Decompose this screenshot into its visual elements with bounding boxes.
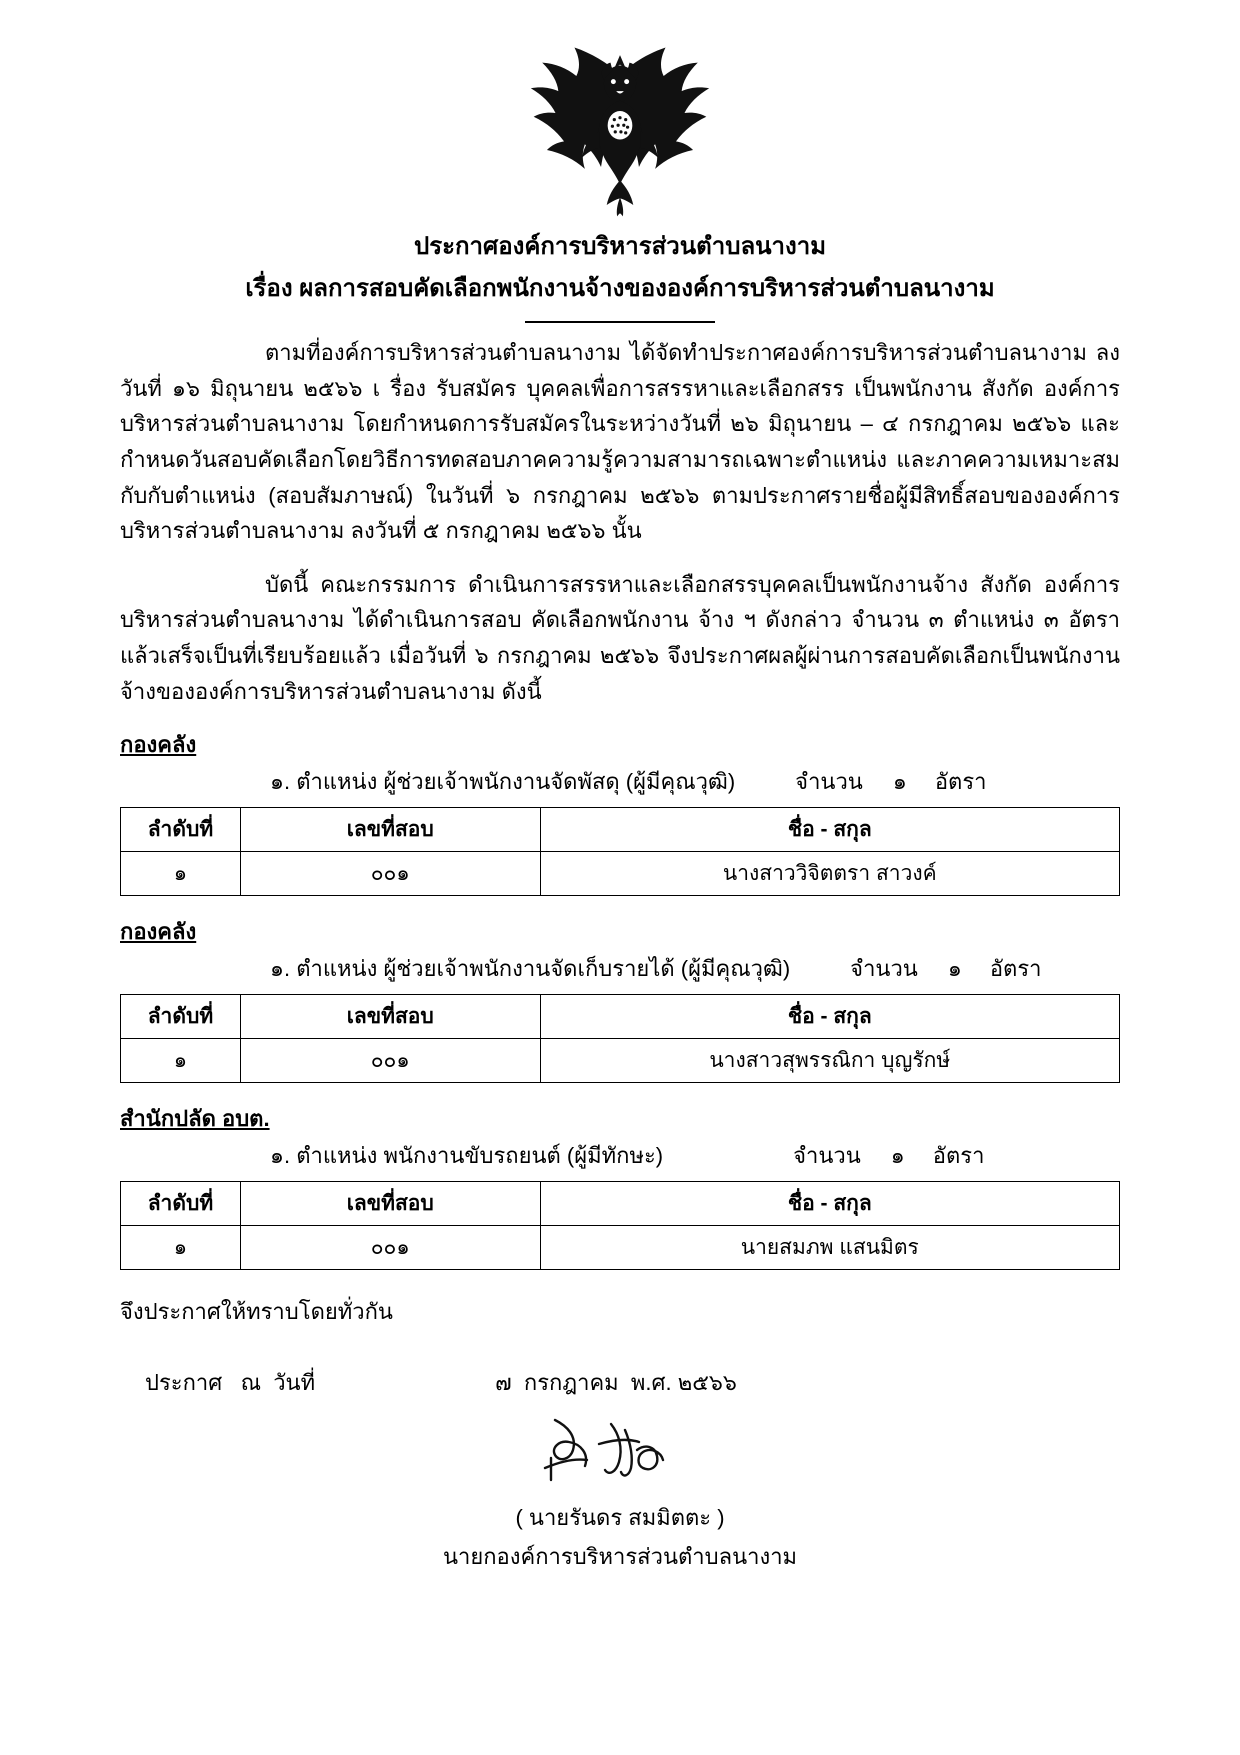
column-header-exam-no: เลขที่สอบ: [240, 1182, 540, 1226]
page-subtitle: เรื่อง ผลการสอบคัดเลือกพนักงานจ้างขององค์การบริหารส่วนตำบลนางาม: [245, 275, 995, 302]
position-line-3: [120, 1138, 1120, 1173]
position-no-3: ๑.: [270, 1143, 291, 1169]
amount-value-3: ๑: [890, 1143, 905, 1169]
column-header-name: ชื่อ - สกุล: [540, 808, 1119, 852]
table-header-row: [121, 995, 1120, 1039]
cell-order: ๑: [121, 852, 241, 896]
garuda-emblem: [525, 38, 715, 223]
cell-name: นายสมภพ แสนมิตร: [540, 1226, 1119, 1270]
page-title: ประกาศองค์การบริหารส่วนตำบลนางาม: [413, 233, 827, 260]
announce-label: ประกาศ ณ วันที่: [145, 1370, 316, 1396]
section-heading-3: สำนักปลัด อบต.: [120, 1106, 270, 1132]
position-label-3: ตำแหน่ง: [296, 1143, 378, 1169]
position-name-1: ผู้ช่วยเจ้าพนักงานจัดพัสดุ (ผู้มีคุณวุฒิ): [383, 769, 736, 795]
closing-note: จึงประกาศให้ทราบโดยทั่วกัน: [120, 1299, 393, 1325]
table-row: [121, 1039, 1120, 1083]
position-name-3: พนักงานขับรถยนต์ (ผู้มีทักษะ): [383, 1143, 664, 1169]
column-header-name: ชื่อ - สกุล: [540, 1182, 1119, 1226]
cell-exam-no: ๐๐๑: [240, 1039, 540, 1083]
amount-label-2: จำนวน: [850, 956, 918, 982]
announcement-date-line: [120, 1365, 1120, 1400]
amount-unit-2: อัตรา: [989, 956, 1042, 982]
cell-name: นางสาววิจิตตรา สาวงค์: [540, 852, 1119, 896]
emblem-container: [120, 38, 1120, 223]
announce-date: ๗ กรกฎาคม พ.ศ. ๒๕๖๖: [495, 1370, 737, 1396]
paragraph-2: [120, 567, 1120, 710]
signature-position: นายกองค์การบริหารส่วนตำบลนางาม: [442, 1544, 798, 1570]
position-no-1: ๑.: [270, 769, 291, 795]
results-table-2: [120, 994, 1120, 1083]
results-table-3: [120, 1181, 1120, 1270]
amount-value-2: ๑: [947, 956, 962, 982]
signature-icon: [515, 1410, 725, 1496]
column-header-exam-no: เลขที่สอบ: [240, 808, 540, 852]
cell-name: นางสาวสุพรรณิกา บุญรักษ์: [540, 1039, 1119, 1083]
amount-unit-3: อัตรา: [932, 1143, 985, 1169]
column-header-order: ลำดับที่: [121, 1182, 241, 1226]
results-table-1: [120, 807, 1120, 896]
table-header-row: [121, 1182, 1120, 1226]
section-heading-1: กองคลัง: [120, 732, 197, 758]
cell-order: ๑: [121, 1226, 241, 1270]
section-heading-2: กองคลัง: [120, 919, 197, 945]
amount-unit-1: อัตรา: [934, 769, 987, 795]
cell-exam-no: ๐๐๑: [240, 852, 540, 896]
table-header-row: [121, 808, 1120, 852]
column-header-exam-no: เลขที่สอบ: [240, 995, 540, 1039]
paragraph-1-text: ตามที่องค์การบริหารส่วนตำบลนางาม ได้จัดทำประกาศองค์การบริหารส่วนตำบลนางาม ลงวันที่ ๑๖ มิถุนายน ๒๕๖๖ เ รื่อง รับสมัคร บุคคลเพื่อการสรรหาและเลือกสรร เป็นพนักงาน สังกัด องค์การบริหารส่วนตำบลนางาม โดยกำหนดการรับสมัครในระหว่างวันที่ ๒๖ มิถุนายน – ๔ กรกฎาคม ๒๕๖๖ และกำหนดวันสอบคัดเลือกโดยวิธีการทดสอบภาคความรู้ความสามารถเฉพาะตำแหน่ง และภาคความเหมาะสมกับกับตำแหน่ง (สอบสัมภาษณ์) ในวันที่ ๖ กรกฎาคม ๒๕๖๖ ตามประกาศรายชื่อผู้มีสิทธิ์สอบขององค์การบริหารส่วนตำบลนางาม ลงวันที่ ๕ กรกฎาคม ๒๕๖๖ นั้น: [120, 340, 1120, 544]
title-block: [120, 229, 1120, 307]
divider: [120, 321, 1120, 323]
column-header-order: ลำดับที่: [121, 995, 241, 1039]
position-name-2: ผู้ช่วยเจ้าพนักงานจัดเก็บรายได้ (ผู้มีคุณวุฒิ): [383, 956, 791, 982]
table-row: [121, 852, 1120, 896]
paragraph-1: [120, 335, 1120, 549]
signature-name: ( นายรันดร สมมิตตะ ): [515, 1505, 725, 1531]
position-line-1: [120, 764, 1120, 799]
amount-label-3: จำนวน: [793, 1143, 861, 1169]
table-row: [121, 1226, 1120, 1270]
position-label-2: ตำแหน่ง: [296, 956, 378, 982]
column-header-order: ลำดับที่: [121, 808, 241, 852]
cell-order: ๑: [121, 1039, 241, 1083]
amount-value-1: ๑: [892, 769, 907, 795]
position-no-2: ๑.: [270, 956, 291, 982]
cell-exam-no: ๐๐๑: [240, 1226, 540, 1270]
paragraph-2-text: บัดนี้ คณะกรรมการ ดำเนินการสรรหาและเลือกสรรบุคคลเป็นพนักงานจ้าง สังกัด องค์การบริหารส่วนตำบลนางาม ได้ดำเนินการสอบ คัดเลือกพนักงาน จ้าง ฯ ดังกล่าว จำนวน ๓ ตำแหน่ง ๓ อัตรา แล้วเสร็จเป็นที่เรียบร้อยแล้ว เมื่อวันที่ ๖ กรกฎาคม ๒๕๖๖ จึงประกาศผลผู้ผ่านการสอบคัดเลือกเป็นพนักงานจ้างขององค์การบริหารส่วนตำบลนางาม ดังนี้: [120, 571, 1120, 704]
signature-block: [120, 1410, 1120, 1574]
amount-label-1: จำนวน: [795, 769, 863, 795]
position-label-1: ตำแหน่ง: [296, 769, 378, 795]
column-header-name: ชื่อ - สกุล: [540, 995, 1119, 1039]
position-line-2: [120, 951, 1120, 986]
